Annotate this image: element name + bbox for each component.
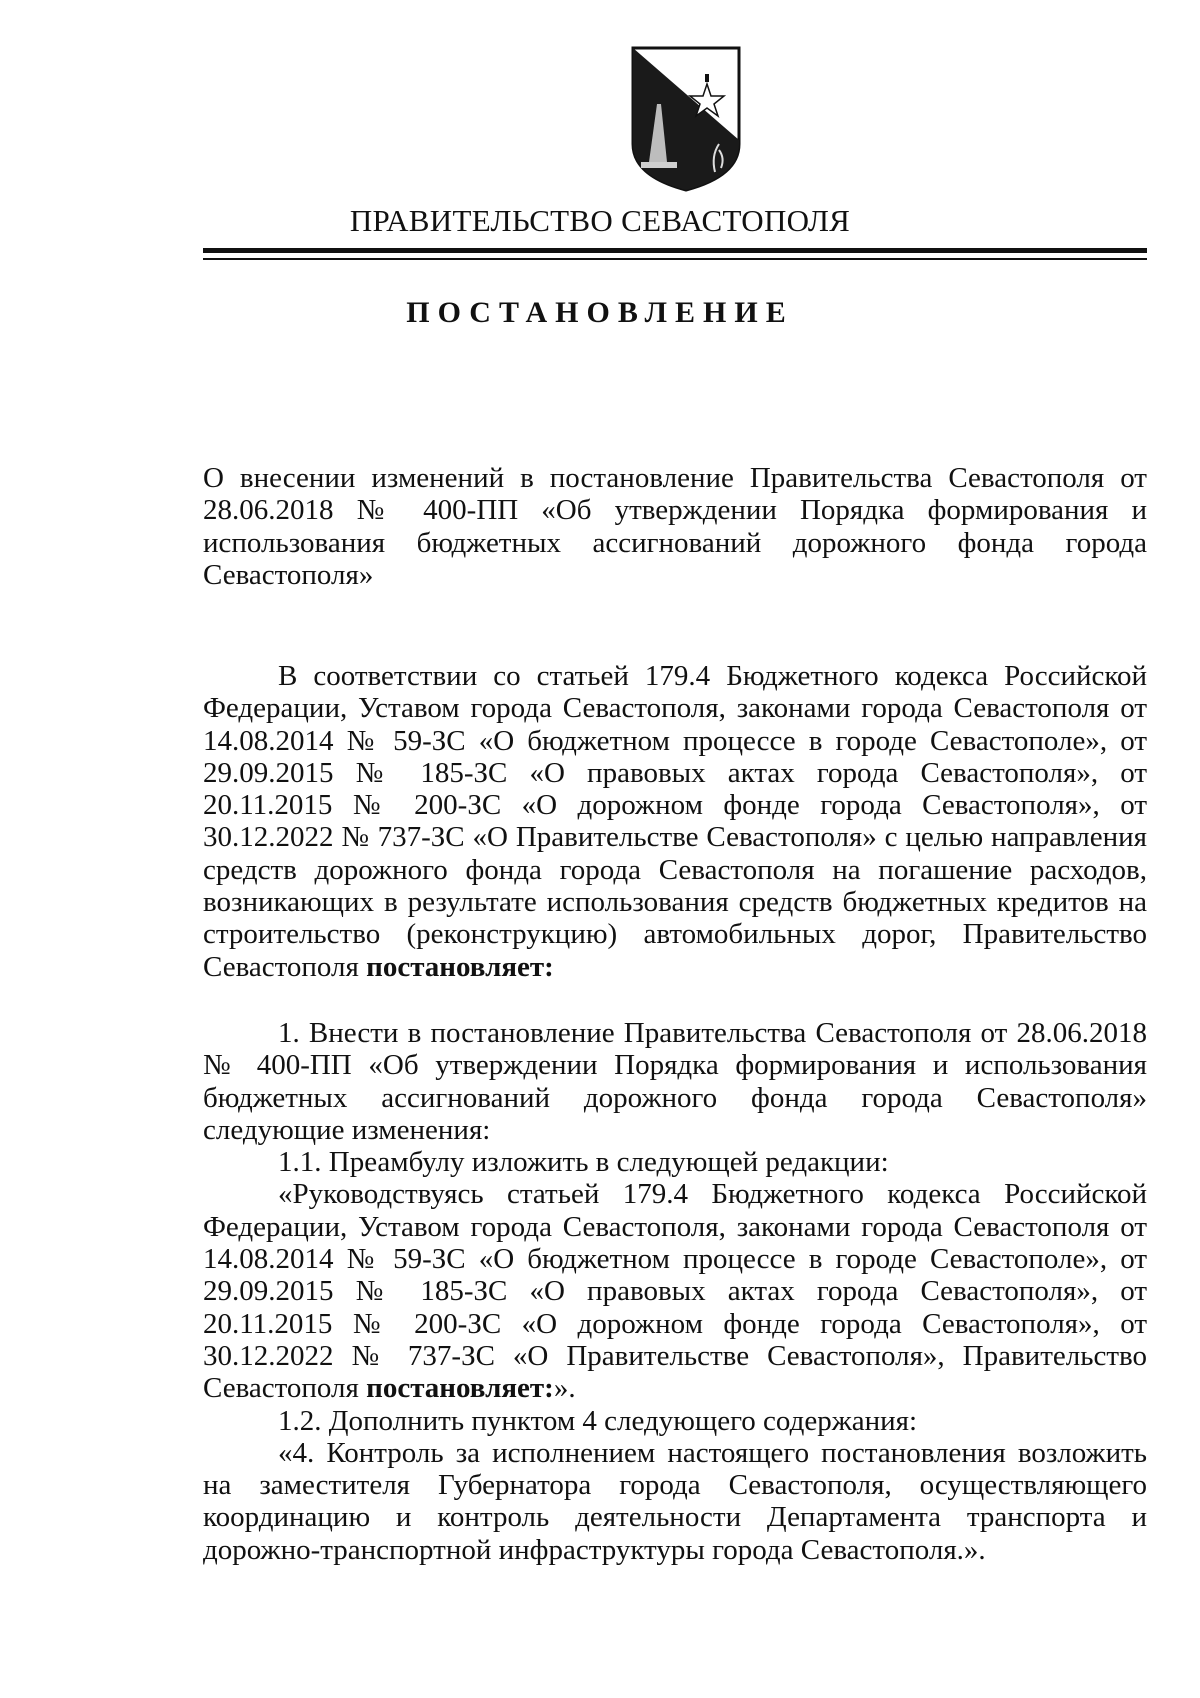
organization-title: ПРАВИТЕЛЬСТВО СЕВАСТОПОЛЯ — [349, 203, 851, 238]
preamble-resolve-word: постановляет: — [366, 950, 554, 983]
header-rule-thick — [203, 248, 1147, 253]
preamble-block — [203, 660, 1147, 983]
document-type-heading: ПОСТАНОВЛЕНИЕ — [406, 296, 794, 329]
subject-block — [203, 462, 1147, 591]
item-1: 1. Внести в постановление Правительства Севастополя от 28.06.2018 № 400-ПП «Об утверждении Порядка формирования и использования бюджетных ассигнований дорожного фонда города Севастополя» следующие изменения: — [203, 1017, 1147, 1146]
quote-preamble-end: ». — [553, 1372, 576, 1405]
quote-point-4: «4. Контроль за исполнением настоящего постановления возложить на заместителя Губернатора города Севастополя, осуществляющего координацию и контроль деятельности Департамента транспорта и дорожно-транспортной инфраструктуры города Севастополя.». — [203, 1436, 1147, 1566]
quote-preamble-resolve-word: постановляет: — [366, 1372, 554, 1405]
item-1-1: 1.1. Преамбулу изложить в следующей редакции: — [278, 1146, 889, 1179]
item-1-2: 1.2. Дополнить пунктом 4 следующего содержания: — [278, 1404, 918, 1437]
sevastopol-coat-of-arms-icon — [627, 44, 745, 192]
quote-preamble-text: «Руководствуясь статьей 179.4 Бюджетного кодекса Российской Федерации, Уставом города Севастополя, законами города Севастополя от 14.08.2014 № 59-ЗС «О бюджетном процессе в городе Севастополе», от 29.09.2015 № 185-ЗС «О правовых актах города Севастополя», от 20.11.2015 № 200-ЗС «О дорожном фонде города Севастополя», от 30.12.2022 № 737-ЗС «О Правительстве Севастополя», Правительство Севастополя — [203, 1178, 1147, 1405]
preamble-paragraph — [203, 660, 1147, 983]
header-rule-thin — [203, 258, 1147, 260]
items-block — [203, 1017, 1147, 1566]
preamble-text: В соответствии со статьей 179.4 Бюджетного кодекса Российской Федерации, Уставом города Севастополя, законами города Севастополя от 14.08.2014 № 59-ЗС «О бюджетном процессе в городе Севастополе», от 29.09.2015 № 185-ЗС «О правовых актах города Севастополя», от 20.11.2015 № 200-ЗС «О дорожном фонде города Севастополя», от 30.12.2022 № 737-ЗС «О Правительстве Севастополя» с целью направления средств дорожного фонда города Севастополя на погашение расходов, возникающих в результате использования средств бюджетных кредитов на строительство (реконструкцию) автомобильных дорог, Правительство Севастополя — [203, 660, 1147, 983]
subject-text: О внесении изменений в постановление Правительства Севастополя от 28.06.2018 № 400-ПП «Об утверждении Порядка формирования и использования бюджетных ассигнований дорожного фонда города Севастополя» — [203, 462, 1147, 591]
quote-preamble — [203, 1178, 1147, 1404]
